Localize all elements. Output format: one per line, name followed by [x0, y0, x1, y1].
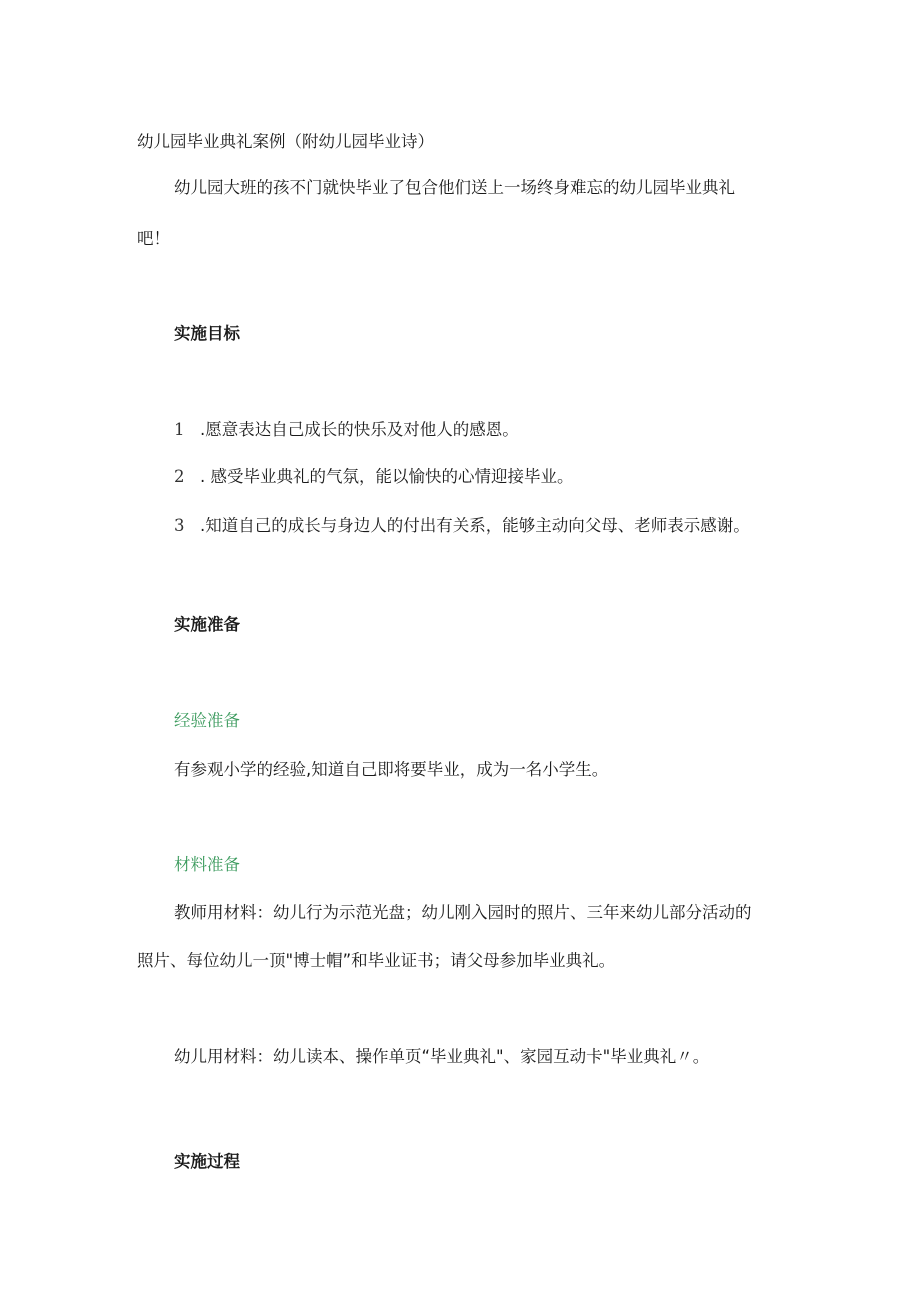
intro-paragraph-line-2: 吧！ [137, 229, 170, 248]
goal-item-text: .知道自己的成长与身边人的付出有关系，能够主动向父母、老师表示感谢。 [200, 516, 750, 535]
child-materials-text: 幼儿用材料：幼儿读本、操作单页“毕业典礼"、家园互动卡"毕业典礼〃。 [174, 1047, 710, 1066]
goal-item-number: 1 [174, 420, 185, 439]
document-title: 幼儿园毕业典礼案例（附幼儿园毕业诗） [137, 132, 434, 151]
prep-heading: 实施准备 [174, 615, 240, 634]
goal-item-text: . 感受毕业典礼的气氛，能以愉快的心情迎接毕业。 [200, 467, 574, 486]
teacher-materials-line-1: 教师用材料：幼儿行为示范光盘；幼儿刚入园时的照片、三年来幼儿部分活动的 [174, 903, 752, 922]
process-heading: 实施过程 [174, 1152, 240, 1171]
goal-item-1 [174, 418, 519, 442]
intro-paragraph-line-1: 幼儿园大班的孩不门就快毕业了包合他们送上一场终身难忘的幼儿园毕业典礼 [174, 178, 735, 197]
goal-item-number: 2 [174, 467, 185, 486]
goals-heading: 实施目标 [174, 324, 240, 343]
experience-prep-text: 有参观小学的经验,知道自己即将要毕业，成为一名小学生。 [174, 760, 609, 779]
teacher-materials-line-2: 照片、每位幼儿一顶"博士帽”和毕业证书；请父母参加毕业典礼。 [137, 951, 616, 970]
materials-prep-heading: 材料准备 [174, 855, 240, 874]
goal-item-3 [174, 514, 750, 538]
goal-item-2 [174, 465, 574, 489]
goal-item-text: .愿意表达自己成长的快乐及对他人的感恩。 [200, 420, 519, 439]
experience-prep-heading: 经验准备 [174, 711, 240, 730]
goal-item-number: 3 [174, 516, 185, 535]
